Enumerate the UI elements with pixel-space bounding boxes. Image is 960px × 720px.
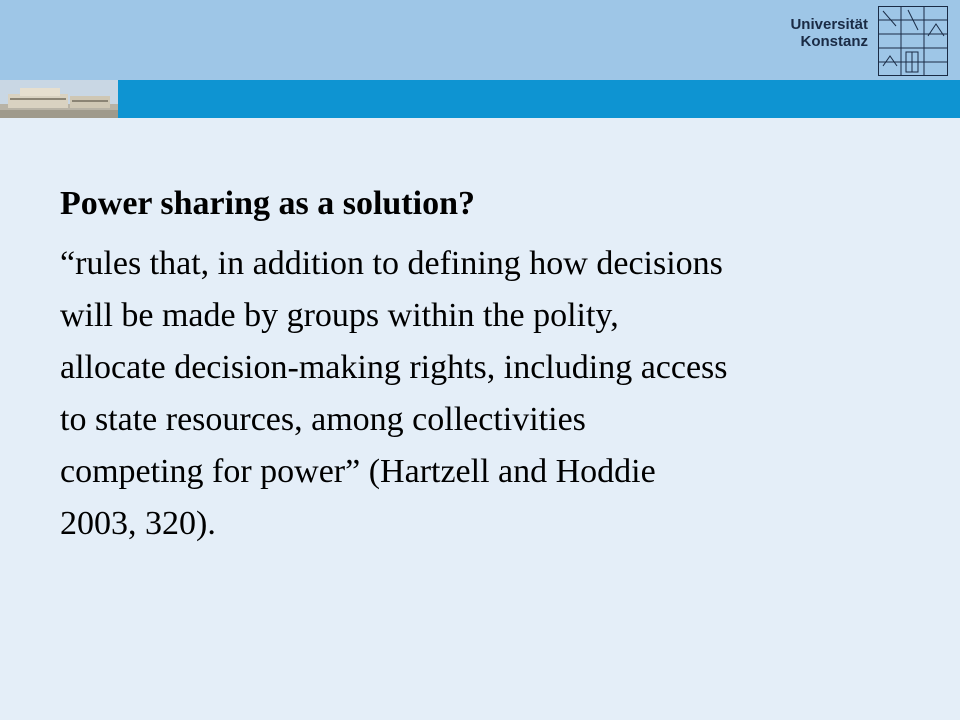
logo-line-2: Konstanz [800, 33, 868, 50]
logo-line-1: Universität [790, 16, 868, 33]
quote-line: allocate decision-making rights, including access [60, 349, 728, 386]
quote-line: will be made by groups within the polity, [60, 297, 619, 334]
quote-line: to state resources, among collectivities [60, 401, 586, 438]
university-name [790, 16, 868, 50]
slide-heading: Power sharing as a solution? [60, 185, 475, 222]
slide-content [60, 180, 910, 550]
header-blue-bar [0, 80, 960, 118]
quote-line: 2003, 320). [60, 505, 216, 542]
quote-line: competing for power” (Hartzell and Hoddie [60, 453, 656, 490]
university-crest-icon [878, 6, 948, 76]
quote-line: “rules that, in addition to defining how decisions [60, 245, 723, 282]
campus-building-photo [0, 80, 118, 118]
quote-text [60, 238, 910, 550]
